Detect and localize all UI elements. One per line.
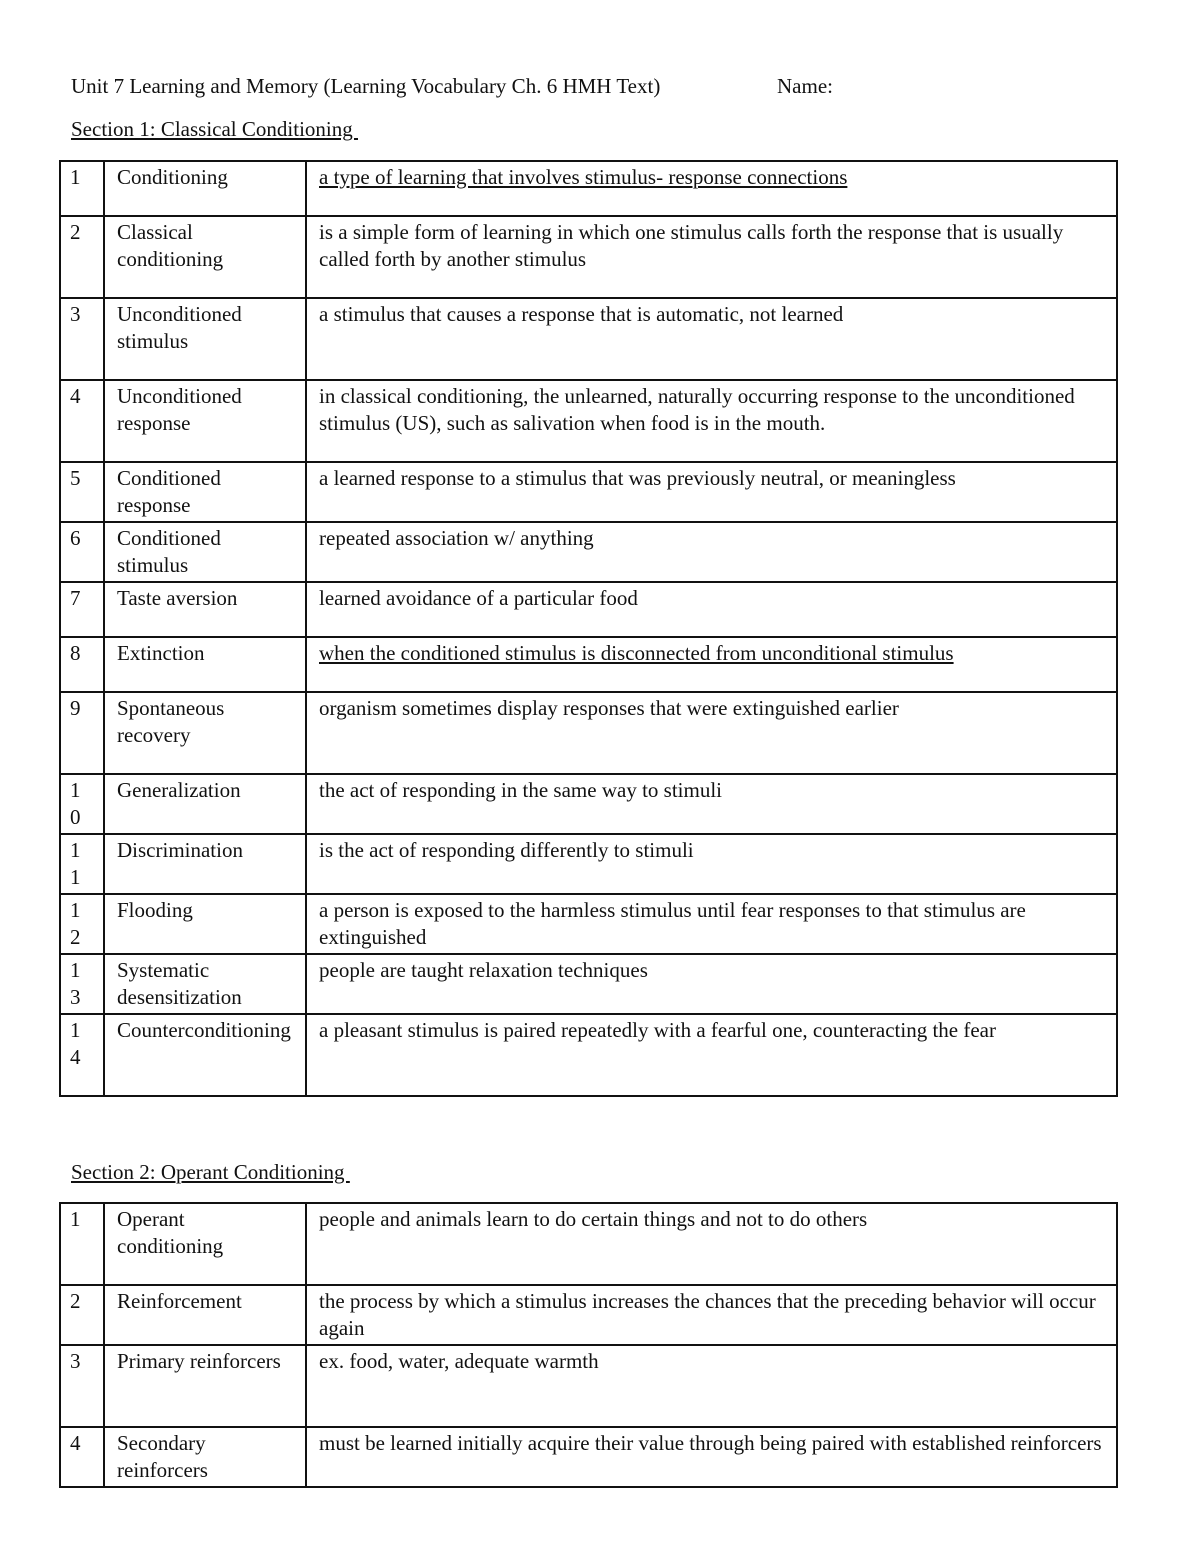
operant-conditioning-rows [60, 1203, 1117, 1487]
row-number: 4 [60, 1427, 104, 1487]
vocab-term: Generalization [104, 774, 306, 834]
vocab-term: Operant conditioning [104, 1203, 306, 1285]
table-row [60, 774, 1117, 834]
vocab-definition: people and animals learn to do certain things and not to do others [306, 1203, 1117, 1285]
table-row [60, 894, 1117, 954]
row-number: 10 [60, 774, 104, 834]
row-number: 8 [60, 637, 104, 692]
operant-conditioning-table [59, 1202, 1118, 1488]
row-number: 14 [60, 1014, 104, 1096]
row-number: 5 [60, 462, 104, 522]
vocab-definition: the act of responding in the same way to stimuli [306, 774, 1117, 834]
vocab-term: Unconditioned stimulus [104, 298, 306, 380]
vocab-term: Conditioning [104, 161, 306, 216]
row-number: 2 [60, 216, 104, 298]
row-number: 6 [60, 522, 104, 582]
vocab-term: Taste aversion [104, 582, 306, 637]
table-row [60, 1014, 1117, 1096]
row-number: 1 [60, 161, 104, 216]
row-number: 1 [60, 1203, 104, 1285]
row-number: 13 [60, 954, 104, 1014]
table-row [60, 216, 1117, 298]
vocab-term: Reinforcement [104, 1285, 306, 1345]
vocab-definition: is the act of responding differently to stimuli [306, 834, 1117, 894]
row-number: 12 [60, 894, 104, 954]
vocab-term: Flooding [104, 894, 306, 954]
table-row [60, 1285, 1117, 1345]
vocab-definition: is a simple form of learning in which one stimulus calls forth the response that is usually called forth by another stimulus [306, 216, 1117, 298]
vocab-definition: in classical conditioning, the unlearned, naturally occurring response to the unconditioned stimulus (US), such as salivation when food is in the mouth. [306, 380, 1117, 462]
vocab-definition: repeated association w/ anything [306, 522, 1117, 582]
row-number: 9 [60, 692, 104, 774]
vocab-definition: a stimulus that causes a response that is automatic, not learned [306, 298, 1117, 380]
vocab-term: Unconditioned response [104, 380, 306, 462]
vocab-term: Primary reinforcers [104, 1345, 306, 1427]
table-row [60, 161, 1117, 216]
name-label: Name: [777, 74, 833, 98]
vocab-definition: a pleasant stimulus is paired repeatedly with a fearful one, counteracting the fear [306, 1014, 1117, 1096]
row-number: 3 [60, 1345, 104, 1427]
section-1-title: Section 1: Classical Conditioning [71, 117, 358, 141]
vocab-term: Counterconditioning [104, 1014, 306, 1096]
vocab-term: Conditioned stimulus [104, 522, 306, 582]
table-row [60, 834, 1117, 894]
vocab-term: Conditioned response [104, 462, 306, 522]
row-number: 2 [60, 1285, 104, 1345]
vocab-definition: organism sometimes display responses that were extinguished earlier [306, 692, 1117, 774]
table-row [60, 1427, 1117, 1487]
vocab-definition: people are taught relaxation techniques [306, 954, 1117, 1014]
vocab-definition: learned avoidance of a particular food [306, 582, 1117, 637]
row-number: 7 [60, 582, 104, 637]
classical-conditioning-table [59, 160, 1118, 1097]
table-row [60, 692, 1117, 774]
table-row [60, 298, 1117, 380]
section-2-title: Section 2: Operant Conditioning [71, 1160, 350, 1184]
vocab-definition: a person is exposed to the harmless stimulus until fear responses to that stimulus are extinguished [306, 894, 1117, 954]
vocab-definition: a learned response to a stimulus that was previously neutral, or meaningless [306, 462, 1117, 522]
row-number: 11 [60, 834, 104, 894]
table-row [60, 1345, 1117, 1427]
table-row [60, 1203, 1117, 1285]
table-row [60, 637, 1117, 692]
vocab-definition: must be learned initially acquire their value through being paired with established reinforcers [306, 1427, 1117, 1487]
classical-conditioning-rows [60, 161, 1117, 1096]
vocab-definition: ex. food, water, adequate warmth [306, 1345, 1117, 1427]
vocab-term: Extinction [104, 637, 306, 692]
table-row [60, 380, 1117, 462]
vocab-term: Systematic desensitization [104, 954, 306, 1014]
table-row [60, 462, 1117, 522]
page-header [71, 73, 833, 100]
vocab-definition: when the conditioned stimulus is disconnected from unconditional stimulus [306, 637, 1117, 692]
vocab-term: Secondary reinforcers [104, 1427, 306, 1487]
table-row [60, 954, 1117, 1014]
vocab-definition: the process by which a stimulus increases the chances that the preceding behavior will occur again [306, 1285, 1117, 1345]
vocab-term: Classical conditioning [104, 216, 306, 298]
table-row [60, 522, 1117, 582]
row-number: 3 [60, 298, 104, 380]
vocab-term: Spontaneous recovery [104, 692, 306, 774]
table-row [60, 582, 1117, 637]
vocab-term: Discrimination [104, 834, 306, 894]
page-title: Unit 7 Learning and Memory (Learning Vocabulary Ch. 6 HMH Text) [71, 74, 661, 98]
row-number: 4 [60, 380, 104, 462]
vocab-definition: a type of learning that involves stimulus- response connections [306, 161, 1117, 216]
